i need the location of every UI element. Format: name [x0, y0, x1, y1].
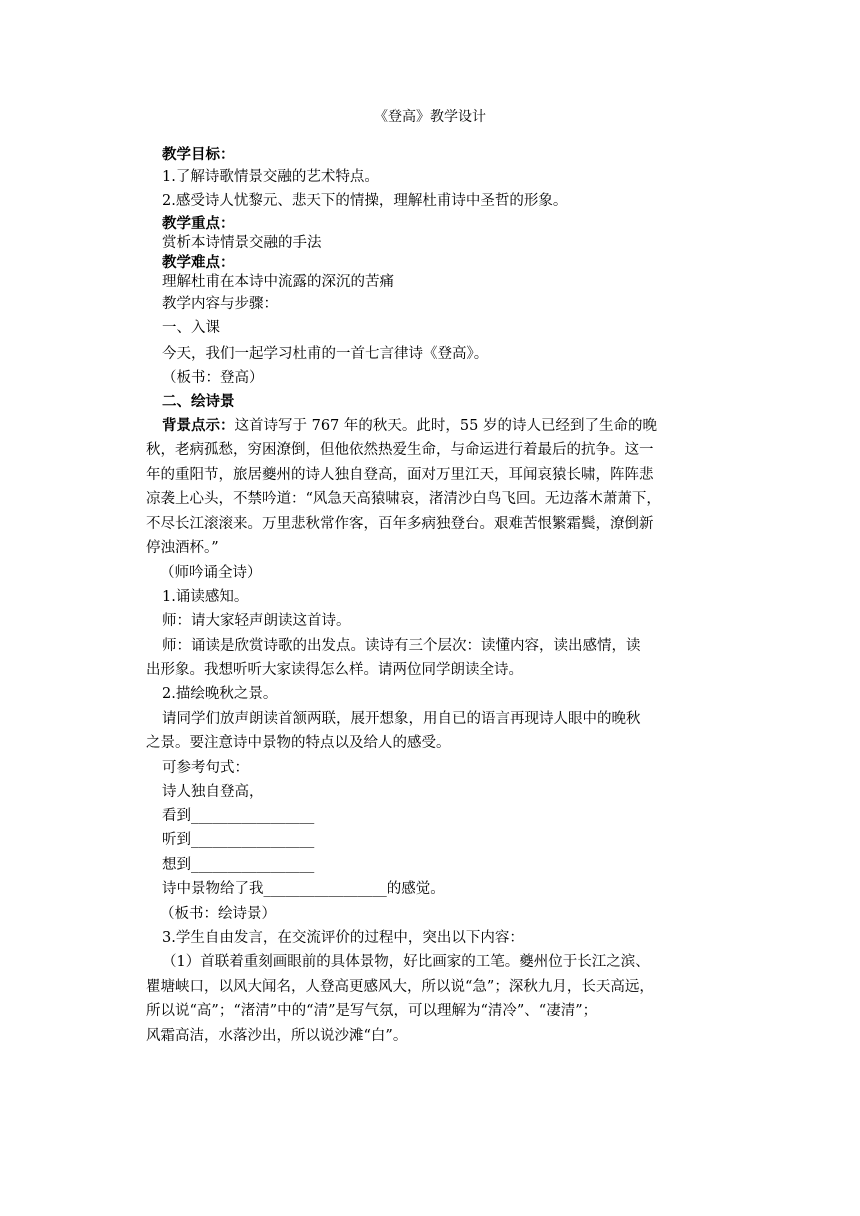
section-1-text: 今天，我们一起学习杜甫的一首七言律诗《登高》。 — [162, 346, 489, 362]
difficulty: 理解杜甫在本诗中流露的深沉的苦痛 — [162, 274, 394, 290]
teacher-line-2: 师：诵读是欣赏诗歌的出发点。读诗有三个层次：读懂内容，读出感情，读 — [162, 638, 641, 654]
teacher-line-1: 师：请大家轻声朗读这首诗。 — [162, 613, 351, 629]
reference-line: 诗人独自登高， — [162, 784, 264, 800]
step-3: 3.学生自由发言，在交流评价的过程中，突出以下内容： — [162, 930, 524, 946]
reference-line: 听到_________________ — [162, 832, 315, 848]
background-line: 秋，老病孤愁，穷困潦倒，但他依然热爱生命，与命运进行着最后的抗争。这一 — [146, 442, 654, 458]
background-text: 这首诗写于 767 年的秋天。此时，55 岁的诗人已经到了生命的晚 — [234, 418, 657, 434]
difficulty-heading: 教学难点： — [162, 254, 235, 271]
background-line: 年的重阳节，旅居夔州的诗人独自登高，面对万里江天，耳闻哀猿长啸，阵阵悲 — [146, 467, 654, 483]
point-1-line: 风霜高洁，水落沙出，所以说沙滩“白”。 — [146, 1028, 408, 1044]
reference-heading: 可参考句式： — [162, 760, 249, 776]
background-paragraph-line — [162, 416, 657, 436]
reference-line: 看到_________________ — [162, 808, 315, 824]
step-2-text: 请同学们放声朗读首颔两联，展开想象，用自已的语言再现诗人眼中的晚秋 — [162, 711, 641, 727]
board-note-2: （板书：绘诗景） — [160, 906, 276, 922]
objectives-heading: 教学目标： — [162, 146, 235, 163]
reference-line: 想到_________________ — [162, 857, 315, 873]
objective-1: 1.了解诗歌情景交融的艺术特点。 — [162, 169, 379, 185]
step-2: 2.描绘晚秋之景。 — [162, 686, 278, 702]
background-label: 背景点示： — [162, 417, 235, 434]
board-note-1: （板书：登高） — [162, 370, 264, 386]
step-1: 1.诵读感知。 — [162, 589, 249, 605]
point-1-line: 瞿塘峡口，以风大闻名，人登高更感风大，所以说“急”；深秋九月，长天高远， — [146, 979, 654, 995]
point-1-line: （1）首联着重刻画眼前的具体景物，好比画家的工笔。夔州位于长江之滨、 — [162, 954, 650, 970]
background-line: 不尽长江滚滚来。万里悲秋常作客，百年多病独登台。艰难苦恨繁霜鬓，潦倒新 — [146, 516, 654, 532]
section-1-heading: 一、入课 — [162, 320, 220, 336]
section-2-heading: 二、绘诗景 — [162, 393, 235, 410]
teacher-recite-note: （师吟诵全诗） — [160, 565, 262, 581]
background-line: 停浊酒杯。” — [146, 540, 219, 556]
key-point: 赏析本诗情景交融的手法 — [162, 235, 322, 251]
background-line: 凉袭上心头，不禁吟道：“风急天高猿啸哀，渚清沙白鸟飞回。无边落木萧萧下， — [146, 491, 661, 507]
teacher-line-2-cont: 出形象。我想听听大家读得怎么样。请两位同学朗读全诗。 — [146, 662, 523, 678]
key-point-heading: 教学重点： — [162, 215, 235, 232]
steps-heading: 教学内容与步骤： — [162, 296, 278, 312]
document-title: 《登高》教学设计 — [374, 109, 486, 125]
reference-line: 诗中景物给了我_________________的感觉。 — [162, 881, 445, 897]
objective-2: 2.感受诗人忧黎元、悲天下的情操，理解杜甫诗中圣哲的形象。 — [162, 193, 568, 209]
step-2-text-cont: 之景。要注意诗中景物的特点以及给人的感受。 — [146, 735, 451, 751]
point-1-line: 所以说“高”；“渚清”中的“清”是写气氛，可以理解为“清冷”、“凄清”； — [146, 1003, 598, 1019]
